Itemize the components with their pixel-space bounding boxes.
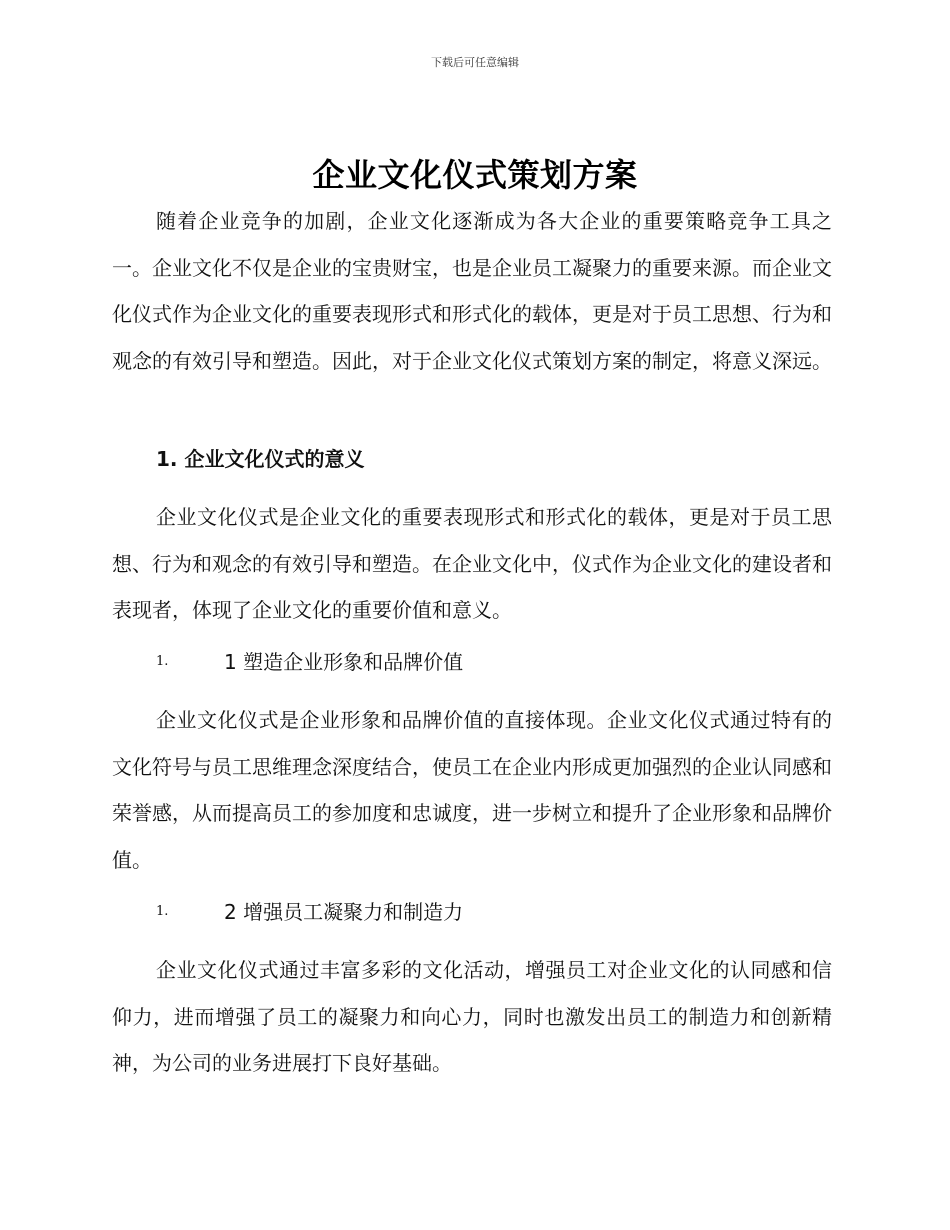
subsection-number: 1. — [156, 904, 169, 919]
subsection-label: 1 塑造企业形象和品牌价值 — [224, 650, 464, 674]
cohesion-paragraph: 企业文化仪式通过丰富多彩的文化活动，增强员工对企业文化的认同感和信仰力，进而增强了员工的凝聚力和向心力，同时也激发出员工的制造力和创新精神，为公司的业务进展打下良好基础。 — [112, 958, 832, 1075]
subsection-number: 1. — [156, 654, 169, 669]
subsection-heading-brand — [156, 645, 463, 679]
brand-paragraph: 企业文化仪式是企业形象和品牌价值的直接体现。企业文化仪式通过特有的文化符号与员工思维理念深度结合，使员工在企业内形成更加强烈的企业认同感和荣誉感，从而提高员工的参加度和忠诚度，进一步树立和提升了企业形象和品牌价值。 — [112, 708, 832, 872]
intro-paragraph: 随着企业竞争的加剧，企业文化逐渐成为各大企业的重要策略竞争工具之一。企业文化不仅是企业的宝贵财宝，也是企业员工凝聚力的重要来源。而企业文化仪式作为企业文化的重要表现形式和形式化的载体，更是对于员工思想、行为和观念的有效引导和塑造。因此，对于企业文化仪式策划方案的制定，将意义深远。 — [112, 209, 832, 373]
document-title: 企业文化仪式策划方案 — [312, 156, 638, 194]
subsection-heading-cohesion — [156, 895, 463, 929]
significance-paragraph: 企业文化仪式是企业文化的重要表现形式和形式化的载体，更是对于员工思想、行为和观念的有效引导和塑造。在企业文化中，仪式作为企业文化的建设者和表现者，体现了企业文化的重要价值和意义。 — [112, 505, 832, 622]
subsection-label: 2 增强员工凝聚力和制造力 — [224, 900, 464, 924]
header-note: 下载后可任意编辑 — [431, 56, 519, 69]
section-heading-significance: 1. 企业文化仪式的意义 — [156, 447, 365, 471]
